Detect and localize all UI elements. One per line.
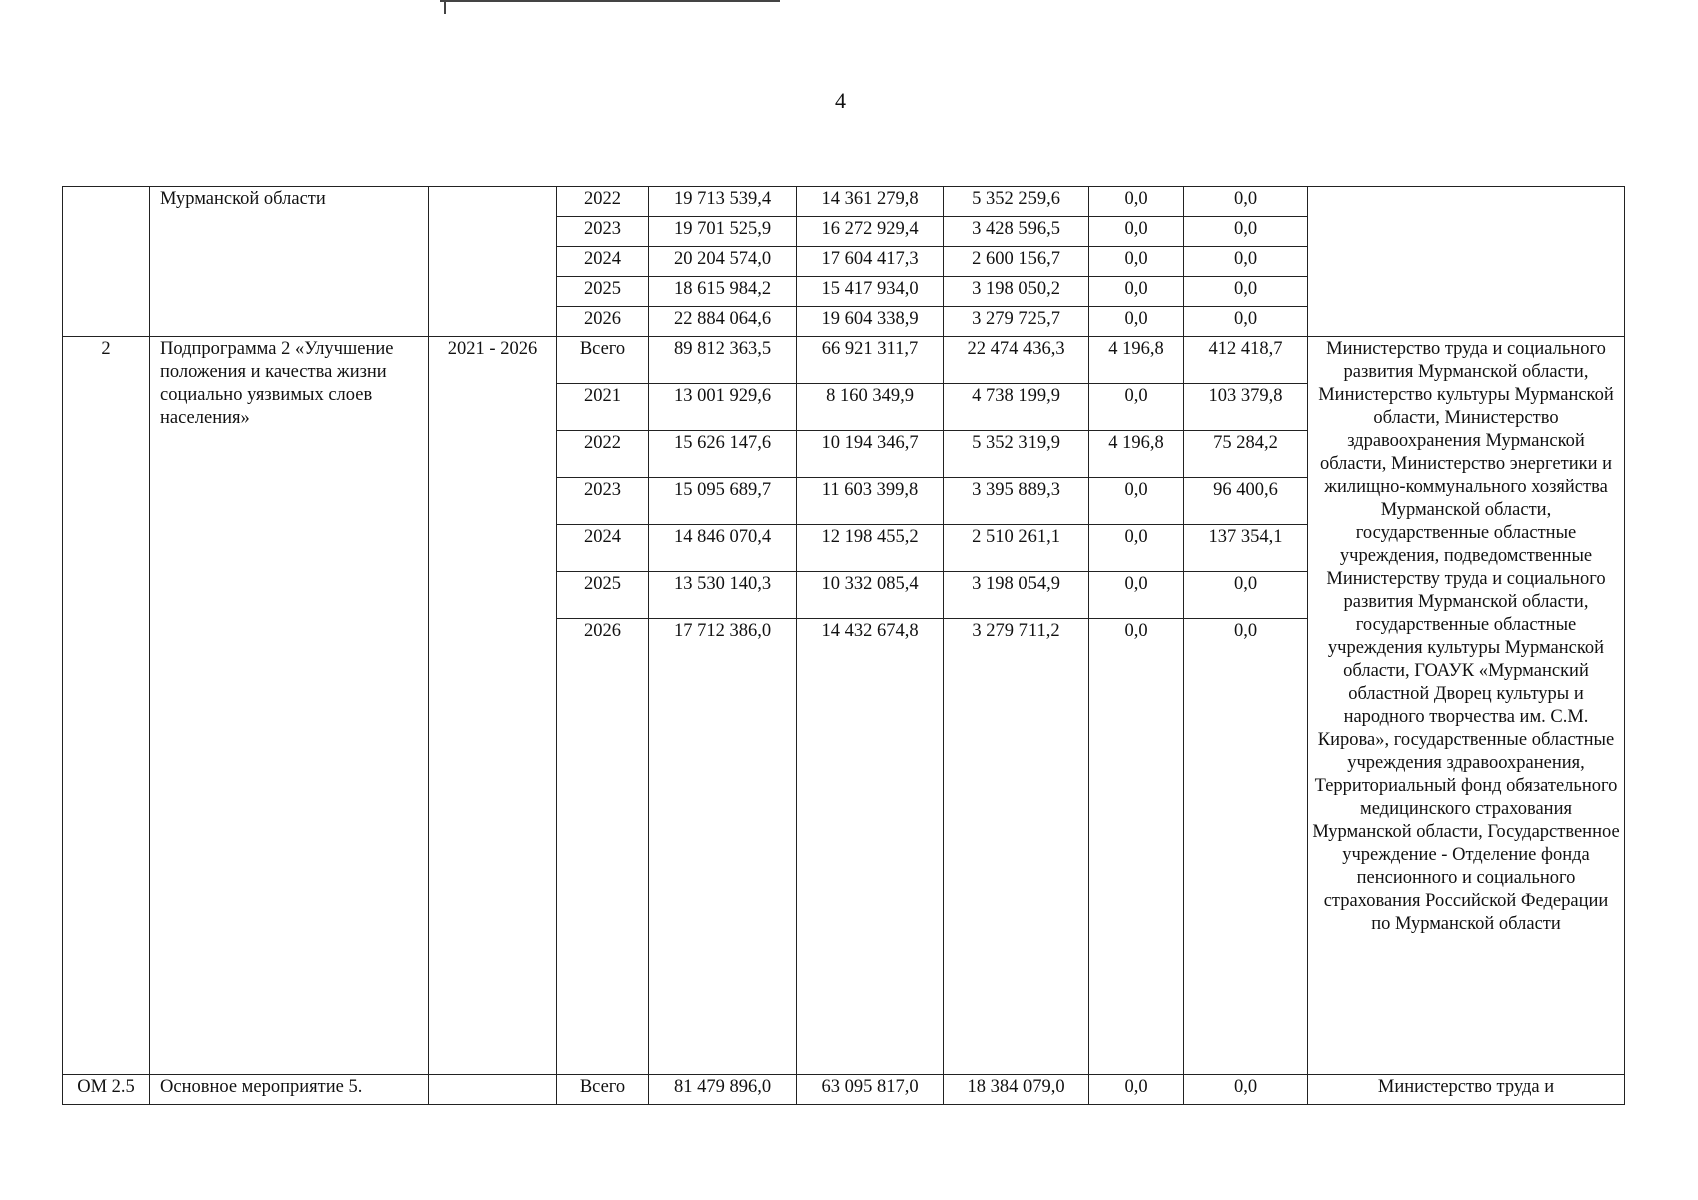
total-cell: 17 712 386,0 <box>649 619 797 1075</box>
fund-cell: 0,0 <box>1089 187 1184 217</box>
fund-cell: 0,0 <box>1184 1075 1308 1105</box>
num-cell <box>63 187 150 337</box>
executor-cell <box>1308 187 1625 337</box>
period-cell <box>429 1075 557 1105</box>
fund-cell: 12 198 455,2 <box>797 525 944 572</box>
fund-cell: 14 361 279,8 <box>797 187 944 217</box>
fund-cell: 19 604 338,9 <box>797 307 944 337</box>
fund-cell: 137 354,1 <box>1184 525 1308 572</box>
year-cell: 2021 <box>557 384 649 431</box>
total-cell: 22 884 064,6 <box>649 307 797 337</box>
fund-cell: 8 160 349,9 <box>797 384 944 431</box>
fund-cell: 3 198 050,2 <box>944 277 1089 307</box>
total-cell: 89 812 363,5 <box>649 337 797 384</box>
total-cell: 15 626 147,6 <box>649 431 797 478</box>
total-cell: 19 701 525,9 <box>649 217 797 247</box>
fund-cell: 0,0 <box>1184 619 1308 1075</box>
budget-table <box>62 186 1625 1105</box>
fund-cell: 0,0 <box>1089 572 1184 619</box>
num-cell: ОМ 2.5 <box>63 1075 150 1105</box>
year-cell: Всего <box>557 1075 649 1105</box>
name-cell: Подпрограмма 2 «Улучшение положения и качества жизни социально уязвимых слоев населения» <box>150 337 429 1075</box>
fund-cell: 18 384 079,0 <box>944 1075 1089 1105</box>
executor-cell: Министерство труда и социального развития Мурманской области, Министерство культуры Мурманской области, Министерство здравоохранения Мурманской области, Министерство энергетики и жилищно-коммунального хозяйства Мурманской области, государственные областные учреждения, подведомственные Министерству труда и социального развития Мурманской области, государственные областные учреждения культуры Мурманской области, ГОАУК «Мурманский областной Дворец культуры и народного творчества им. С.М. Кирова», государственные областные учреждения здравоохранения, Территориальный фонд обязательного медицинского страхования Мурманской области, Государственное учреждение - Отделение фонда пенсионного и социального страхования Российской Федерации по Мурманской области <box>1308 337 1625 1075</box>
fund-cell: 103 379,8 <box>1184 384 1308 431</box>
fund-cell: 2 600 156,7 <box>944 247 1089 277</box>
total-cell: 18 615 984,2 <box>649 277 797 307</box>
period-cell <box>429 187 557 337</box>
total-cell: 15 095 689,7 <box>649 478 797 525</box>
fund-cell: 63 095 817,0 <box>797 1075 944 1105</box>
fund-cell: 0,0 <box>1089 1075 1184 1105</box>
total-cell: 14 846 070,4 <box>649 525 797 572</box>
fund-cell: 0,0 <box>1089 307 1184 337</box>
year-cell: 2022 <box>557 431 649 478</box>
fund-cell: 0,0 <box>1184 187 1308 217</box>
year-cell: 2025 <box>557 572 649 619</box>
fund-cell: 0,0 <box>1184 572 1308 619</box>
fund-cell: 14 432 674,8 <box>797 619 944 1075</box>
fund-cell: 5 352 259,6 <box>944 187 1089 217</box>
fund-cell: 0,0 <box>1184 217 1308 247</box>
year-cell: 2025 <box>557 277 649 307</box>
table-row <box>63 187 1625 217</box>
year-cell: 2023 <box>557 217 649 247</box>
fund-cell: 4 196,8 <box>1089 337 1184 384</box>
fund-cell: 10 194 346,7 <box>797 431 944 478</box>
page-number: 4 <box>835 88 846 113</box>
total-cell: 81 479 896,0 <box>649 1075 797 1105</box>
year-cell: 2022 <box>557 187 649 217</box>
table-row <box>63 337 1625 384</box>
fund-cell: 5 352 319,9 <box>944 431 1089 478</box>
num-cell: 2 <box>63 337 150 1075</box>
fund-cell: 16 272 929,4 <box>797 217 944 247</box>
total-cell: 20 204 574,0 <box>649 247 797 277</box>
year-cell: 2024 <box>557 525 649 572</box>
fund-cell: 0,0 <box>1089 525 1184 572</box>
fund-cell: 15 417 934,0 <box>797 277 944 307</box>
fund-cell: 0,0 <box>1089 384 1184 431</box>
fund-cell: 4 196,8 <box>1089 431 1184 478</box>
fund-cell: 3 395 889,3 <box>944 478 1089 525</box>
period-cell: 2021 - 2026 <box>429 337 557 1075</box>
fund-cell: 10 332 085,4 <box>797 572 944 619</box>
name-cell: Основное мероприятие 5. <box>150 1075 429 1105</box>
fund-cell: 3 198 054,9 <box>944 572 1089 619</box>
year-cell: 2023 <box>557 478 649 525</box>
total-cell: 13 530 140,3 <box>649 572 797 619</box>
top-rule <box>440 0 780 2</box>
top-tick <box>444 0 446 14</box>
year-cell: 2024 <box>557 247 649 277</box>
fund-cell: 96 400,6 <box>1184 478 1308 525</box>
fund-cell: 0,0 <box>1089 217 1184 247</box>
fund-cell: 0,0 <box>1089 247 1184 277</box>
fund-cell: 0,0 <box>1184 307 1308 337</box>
fund-cell: 0,0 <box>1089 277 1184 307</box>
executor-cell: Министерство труда и <box>1308 1075 1625 1105</box>
table-row <box>63 1075 1625 1105</box>
fund-cell: 3 428 596,5 <box>944 217 1089 247</box>
name-cell: Мурманской области <box>150 187 429 337</box>
fund-cell: 75 284,2 <box>1184 431 1308 478</box>
fund-cell: 0,0 <box>1089 619 1184 1075</box>
year-cell: 2026 <box>557 307 649 337</box>
fund-cell: 3 279 725,7 <box>944 307 1089 337</box>
fund-cell: 22 474 436,3 <box>944 337 1089 384</box>
fund-cell: 4 738 199,9 <box>944 384 1089 431</box>
total-cell: 13 001 929,6 <box>649 384 797 431</box>
fund-cell: 2 510 261,1 <box>944 525 1089 572</box>
fund-cell: 17 604 417,3 <box>797 247 944 277</box>
fund-cell: 11 603 399,8 <box>797 478 944 525</box>
fund-cell: 66 921 311,7 <box>797 337 944 384</box>
year-cell: 2026 <box>557 619 649 1075</box>
fund-cell: 0,0 <box>1184 277 1308 307</box>
fund-cell: 3 279 711,2 <box>944 619 1089 1075</box>
fund-cell: 0,0 <box>1089 478 1184 525</box>
fund-cell: 412 418,7 <box>1184 337 1308 384</box>
fund-cell: 0,0 <box>1184 247 1308 277</box>
year-cell: Всего <box>557 337 649 384</box>
total-cell: 19 713 539,4 <box>649 187 797 217</box>
